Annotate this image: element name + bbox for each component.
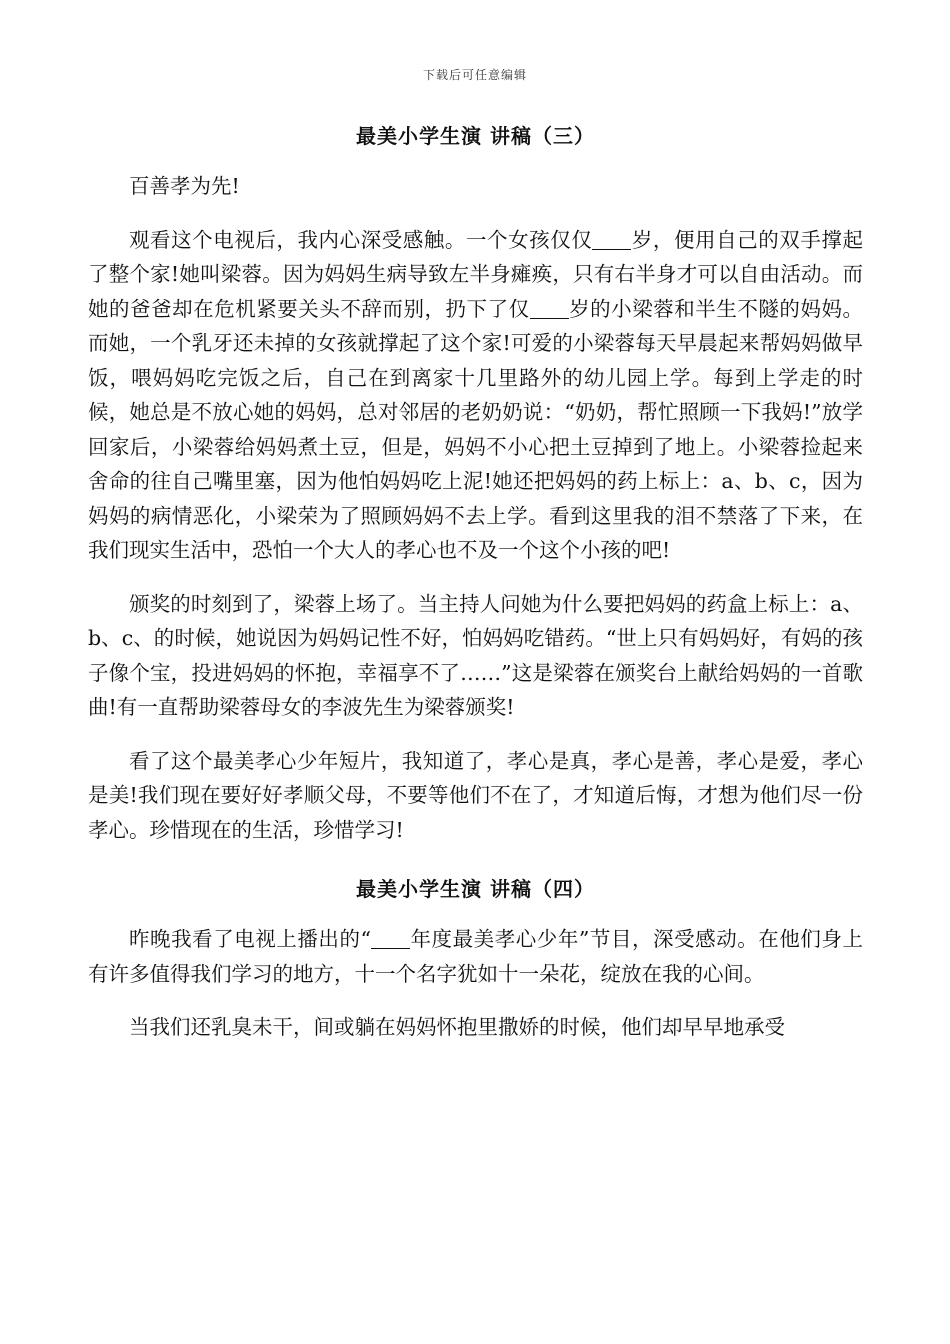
- section-3-paragraph-3: 颁奖的时刻到了，梁蓉上场了。当主持人问她为什么要把妈妈的药盒上标上：a、b、c、的时候，她说因为妈妈记性不好，怕妈妈吃错药。“世上只有妈妈好，有妈的孩子像个宝，投进妈妈的怀抱，幸福享不了……”这是梁蓉在颁奖台上献给妈妈的一首歌曲!有一直帮助梁蓉母女的李波先生为梁蓉颁奖!: [88, 591, 863, 719]
- fill-in-blank: [592, 228, 631, 250]
- paragraph-text: 观看这个电视后，我内心深受感触。一个女孩仅仅: [129, 227, 593, 252]
- section-3-paragraph-2: [88, 223, 863, 568]
- paragraph-text: 岁，便用自己的双手撑起了整个家!她叫梁蓉。因为妈妈生病导致左半身瘫痪，只有右半身才可以自由活动。而她的爸爸却在危机紧要关头不辞而别，扔下了仅: [88, 227, 863, 321]
- paragraph-text: 年度最美孝心少年”节目，深受感动。在他们身上有许多值得我们学习的地方，十一个名字犹如十一朵花，绽放在我的心间。: [88, 927, 863, 986]
- section-4-paragraph-1: [88, 922, 863, 991]
- section-3-title: 最美小学生演 讲稿（三）: [356, 124, 595, 148]
- section-4-title: 最美小学生演 讲稿（四）: [356, 877, 595, 901]
- document-body: [88, 116, 863, 1045]
- paragraph-text: 昨晚我看了电视上播出的“: [129, 927, 372, 951]
- section-4-paragraph-2: 当我们还乳臭未干，间或躺在妈妈怀抱里撒娇的时候，他们却早早地承受: [129, 1015, 785, 1039]
- section-3-paragraph-4: 看了这个最美孝心少年短片，我知道了，孝心是真，孝心是善，孝心是爱，孝心是美!我们现在要好好孝顺父母，不要等他们不在了，才知道后悔，才想为他们尽一份孝心。珍惜现在的生活，珍惜学习!: [88, 748, 863, 842]
- paragraph-text: 岁的小梁蓉和半生不隧的妈妈。而她，一个乳牙还未掉的女孩就撑起了这个家!可爱的小梁蓉每天早晨起来帮妈妈做早饭，喂妈妈吃完饭之后，自己在到离家十几里路外的幼儿园上学。每到上学走的时候，她总是不放心她的妈妈，总对邻居的老奶奶说：“奶奶，帮忙照顾一下我妈!”放学回家后，小梁蓉给妈妈煮土豆，但是，妈妈不小心把土豆掉到了地上。小梁蓉捡起来舍命的往自己嘴里塞，因为他怕妈妈吃上泥!她还把妈妈的药上标上：a、b、c，因为妈妈的病情恶化，小梁荣为了照顾妈妈不去上学。看到这里我的泪不禁落了下来，在我们现实生活中，恐怕一个大人的孝心也不及一个这个小孩的吧!: [88, 296, 864, 562]
- fill-in-blank: [371, 928, 410, 950]
- section-3-paragraph-1: 百善孝为先!: [129, 174, 240, 198]
- fill-in-blank: [530, 297, 569, 319]
- header-note: 下载后可任意编辑: [422, 68, 527, 82]
